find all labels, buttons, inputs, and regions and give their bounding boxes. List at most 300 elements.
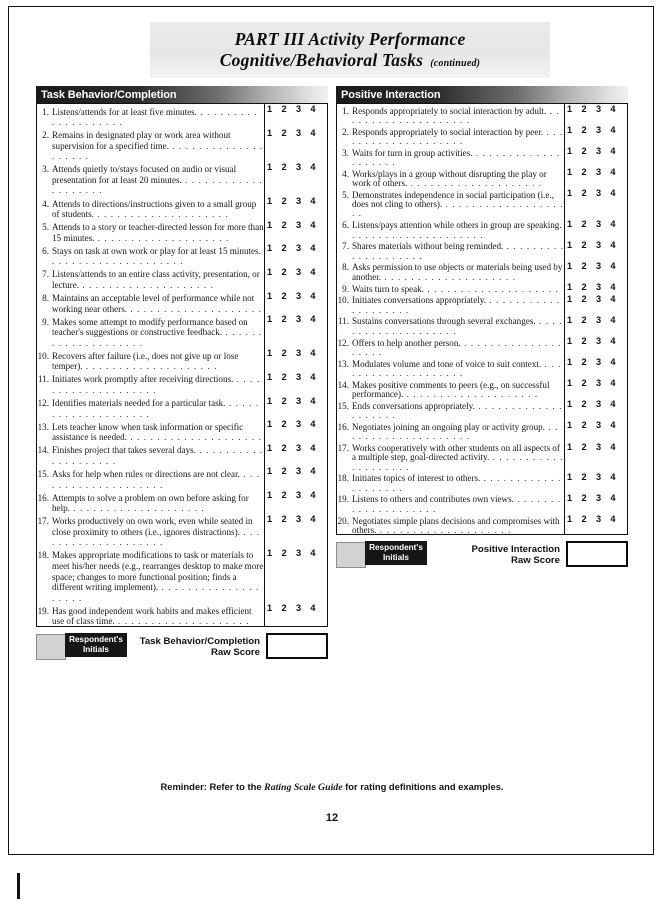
items-body [37, 104, 327, 627]
item-label: Attends to directions/instructions given to a small group of students. . . . . . . . . . . . . . . . . . . . . [52, 198, 257, 220]
rating-cell[interactable] [265, 603, 328, 627]
rating-cell[interactable] [565, 378, 628, 399]
rating-options[interactable]: 1 2 3 4 [267, 243, 319, 254]
item-number: 10. [337, 295, 349, 306]
leader-dots: . . . . . . . . . . . . . . . . . . . . [352, 337, 562, 357]
rating-options[interactable]: 1 2 3 4 [567, 399, 619, 410]
leader-dots: . . . . . . . . . . . . . . . . . . . . [352, 421, 559, 442]
table-row [37, 514, 327, 548]
rating-options[interactable]: 1 2 3 4 [267, 442, 319, 453]
item-label: Makes positive comments to peers (e.g., on successful performance). . . . . . . . . . . . . . . . . . . . . [352, 379, 550, 400]
item-text [337, 472, 564, 493]
raw-score-input[interactable] [566, 541, 628, 567]
item-text [37, 220, 264, 244]
leader-dots: . . . . . . . . . . . . . . . . . . . . [352, 147, 561, 167]
rating-options[interactable]: 1 2 3 4 [267, 395, 319, 406]
raw-score-title-line-1: Task Behavior/Completion [139, 635, 260, 647]
page-title-line-1: PART III Activity Performance [234, 28, 466, 49]
item-text-cell [337, 104, 565, 125]
rating-options[interactable]: 1 2 3 4 [267, 513, 319, 524]
leader-dots: . . . . . . . . . . . . . . . . . . . . [352, 241, 565, 261]
table-row [37, 220, 327, 244]
rating-options[interactable]: 1 2 3 4 [267, 314, 319, 325]
rating-options[interactable]: 1 2 3 4 [567, 336, 619, 347]
item-text-cell [337, 188, 565, 218]
rating-options[interactable]: 1 2 3 4 [267, 104, 319, 114]
rating-cell[interactable] [265, 220, 328, 244]
item-text-cell [37, 603, 265, 627]
raw-score-title [127, 632, 266, 662]
item-number: 6. [342, 220, 349, 231]
item-text [37, 196, 264, 220]
rating-options[interactable]: 1 2 3 4 [567, 441, 619, 452]
item-text [337, 315, 564, 336]
rating-cell[interactable] [265, 466, 328, 490]
rating-options[interactable]: 1 2 3 4 [267, 161, 319, 172]
item-text [37, 490, 264, 514]
item-number: 9. [42, 316, 49, 327]
reminder-note [0, 781, 664, 793]
item-text-cell [337, 472, 565, 493]
table-row [37, 314, 327, 348]
item-text-cell [37, 196, 265, 220]
item-text [37, 514, 264, 548]
rating-cell[interactable] [565, 261, 628, 282]
section-positive-interaction [336, 86, 628, 570]
item-text-cell [337, 493, 565, 514]
item-text-cell [37, 348, 265, 372]
leader-dots: . . . . . . . . . . . . . . . . . . . . [424, 283, 559, 294]
rating-cell[interactable] [565, 420, 628, 441]
item-label: Listens/attends to an entire class activity, presentation, or lecture. . . . . . . . . . . . . . . . . . . . . [52, 269, 260, 290]
rating-options[interactable]: 1 2 3 4 [567, 378, 619, 389]
item-number: 6. [42, 245, 49, 256]
rating-cell[interactable] [265, 243, 328, 267]
item-label: Waits for turn in group activities. . . . . . . . . . . . . . . . . . . . . [352, 147, 561, 167]
rating-options[interactable]: 1 2 3 4 [267, 196, 319, 206]
item-text [337, 378, 564, 399]
table-row [337, 357, 627, 378]
item-text-cell [37, 291, 265, 315]
item-number: 7. [42, 269, 49, 280]
table-row [37, 372, 327, 396]
rating-options[interactable]: 1 2 3 4 [567, 218, 619, 229]
rating-cell[interactable] [565, 219, 628, 240]
item-text-cell [37, 372, 265, 396]
item-label: Responds appropriately to social interaction by adult. . . . . . . . . . . . . . . . . . . . . [352, 105, 560, 125]
item-text [37, 291, 264, 315]
item-text-cell [337, 167, 565, 188]
rating-options[interactable]: 1 2 3 4 [567, 357, 619, 368]
rating-cell[interactable] [265, 314, 328, 348]
item-number: 8. [42, 293, 49, 303]
item-text [37, 267, 264, 291]
item-text-cell [37, 243, 265, 267]
item-number: 12. [337, 337, 349, 348]
rating-cell[interactable] [265, 490, 328, 514]
item-text-cell [337, 282, 565, 294]
item-label: Sustains conversations through several exchanges. . . . . . . . . . . . . . . . . . . . . [352, 316, 563, 336]
item-text [337, 493, 564, 514]
raw-score-title-line-2: Raw Score [510, 555, 560, 566]
item-text-cell [337, 125, 565, 146]
item-label: Attends quietly to/stays focused on audio or visual presentation for at least 20 minutes. . . . . . . . . . . . . . . . . . . . . [52, 164, 263, 196]
item-label: Listens/pays attention while others in group are speaking. . . . . . . . . . . . . . . . . . . . . [352, 220, 562, 240]
leader-dots: . . . . . . . . . . . . . . . . . . . . [52, 256, 184, 267]
item-label: Demonstrates independence in social participation (i.e., does not cling to others). . . . . . . . . . . . . . . . . . . . . [352, 189, 564, 219]
leader-dots: . . . . . . . . . . . . . . . . . . . . [52, 445, 264, 466]
leader-dots: . . . . . . . . . . . . . . . . . . . . [52, 398, 260, 419]
rating-options[interactable]: 1 2 3 4 [267, 603, 319, 614]
item-number: 15. [337, 400, 349, 411]
table-row [37, 490, 327, 514]
item-text-cell [337, 514, 565, 535]
item-text-cell [37, 128, 265, 162]
table-row [337, 336, 627, 357]
rating-options[interactable]: 1 2 3 4 [567, 471, 619, 482]
raw-score-bar [36, 632, 328, 662]
rating-options[interactable]: 1 2 3 4 [267, 490, 319, 501]
table-row [337, 125, 627, 146]
respondent-initials-label [365, 541, 427, 565]
item-label: Lets teacher know when task information or specific assistance is needed. . . . . . . . . . . . . . . . . . . . . [52, 421, 262, 443]
item-number: 18. [37, 550, 49, 561]
item-text-cell [37, 548, 265, 603]
item-text [37, 396, 264, 420]
rating-cell[interactable] [265, 104, 328, 128]
item-text [37, 348, 264, 372]
item-label: Works productively on own work, even while seated in close proximity to others (i.e., ignores distractions). . . . . . . . . . . . . . . . . . . . . [52, 516, 261, 548]
item-text [37, 443, 264, 467]
continued-note: (continued) [430, 58, 481, 69]
leader-dots: . . . . . . . . . . . . . . . . . . . . [52, 526, 261, 548]
item-text [337, 104, 564, 125]
section-header-bar [336, 86, 628, 103]
respondent-initials-label-line-1: Respondent's [69, 635, 123, 644]
item-text [37, 243, 264, 267]
rating-cell[interactable] [265, 267, 328, 291]
leader-dots: . . . . . . . . . . . . . . . . . . . . [52, 140, 264, 162]
leader-dots: . . . . . . . . . . . . . . . . . . . . [52, 374, 261, 395]
item-number: 12. [37, 398, 49, 409]
table-row [337, 167, 627, 188]
item-text-cell [337, 442, 565, 472]
table-row [37, 291, 327, 315]
item-text-cell [37, 396, 265, 420]
item-number: 14. [37, 445, 49, 456]
table-row [37, 348, 327, 372]
item-label: Waits turn to speak. . . . . . . . . . . . . . . . . . . . . [352, 283, 559, 294]
item-number: 16. [37, 492, 49, 503]
item-number: 18. [337, 473, 349, 484]
item-label: Offers to help another person. . . . . . . . . . . . . . . . . . . . . [352, 337, 562, 357]
table-row [37, 243, 327, 267]
item-label: Initiates work promptly after receiving directions. . . . . . . . . . . . . . . . . . . . . [52, 374, 261, 395]
rating-options[interactable]: 1 2 3 4 [267, 266, 319, 277]
leader-dots: . . . . . . . . . . . . . . . . . . . . [114, 616, 250, 627]
leader-dots: . . . . . . . . . . . . . . . . . . . . [52, 106, 258, 128]
rating-cell[interactable] [565, 399, 628, 420]
rating-options[interactable]: 1 2 3 4 [267, 371, 319, 382]
item-number: 17. [337, 443, 349, 453]
table-row [337, 442, 627, 472]
table-row [337, 261, 627, 282]
rating-cell[interactable] [565, 240, 628, 261]
respondent-initials-field[interactable] [336, 542, 366, 568]
rating-cell[interactable] [565, 493, 628, 514]
table-row [337, 240, 627, 261]
rating-options[interactable]: 1 2 3 4 [267, 466, 319, 477]
leader-dots: . . . . . . . . . . . . . . . . . . . . [352, 473, 562, 493]
raw-score-title-line-1: Positive Interaction [471, 543, 560, 555]
rating-cell[interactable] [565, 315, 628, 336]
items-body [337, 104, 627, 535]
rating-cell[interactable] [565, 472, 628, 493]
item-number: 1. [42, 106, 49, 117]
item-text [37, 162, 264, 196]
item-number: 13. [37, 421, 49, 432]
item-text [337, 357, 564, 378]
item-number: 9. [342, 283, 349, 294]
item-text [337, 442, 564, 472]
item-text-cell [337, 336, 565, 357]
item-text [337, 146, 564, 167]
rating-cell[interactable] [265, 548, 328, 603]
rating-cell[interactable] [265, 443, 328, 467]
page-title-line-2 [220, 50, 480, 71]
table-row [337, 282, 627, 294]
item-text-cell [337, 357, 565, 378]
reminder-suffix: for rating definitions and examples. [342, 781, 504, 792]
rating-cell[interactable] [265, 196, 328, 220]
leader-dots: . . . . . . . . . . . . . . . . . . . . [352, 400, 563, 421]
item-text-cell [337, 378, 565, 399]
item-number: 11. [37, 374, 49, 385]
item-text [337, 188, 564, 218]
rating-options[interactable]: 1 2 3 4 [567, 104, 619, 114]
item-text-cell [37, 514, 265, 548]
item-text [337, 261, 564, 282]
rating-cell[interactable] [565, 167, 628, 188]
rating-cell[interactable] [565, 104, 628, 125]
item-label: Identifies materials needed for a particular task. . . . . . . . . . . . . . . . . . . . . [52, 398, 260, 419]
rating-cell[interactable] [565, 514, 628, 535]
item-number: 7. [342, 241, 349, 252]
section-title: Task Behavior/Completion [41, 88, 177, 101]
rating-cell[interactable] [565, 357, 628, 378]
rating-cell[interactable] [265, 128, 328, 162]
rating-cell[interactable] [565, 146, 628, 167]
item-label: Remains in designated play or work area without supervision for a specified time. . . . . . . . . . . . . . . . . . . . . [52, 130, 264, 162]
rating-options[interactable]: 1 2 3 4 [267, 547, 319, 558]
table-row [337, 219, 627, 240]
leader-dots: . . . . . . . . . . . . . . . . . . . . [352, 316, 563, 336]
respondent-initials-label-line-1: Respondent's [369, 543, 423, 552]
item-number: 5. [342, 189, 349, 200]
item-text-cell [37, 104, 265, 128]
item-text [337, 240, 564, 261]
table-row [37, 267, 327, 291]
section-task-behavior-completion [36, 86, 328, 662]
rating-cell[interactable] [265, 162, 328, 196]
rating-cell[interactable] [265, 348, 328, 372]
raw-score-bar [336, 540, 628, 570]
leader-dots: . . . . . . . . . . . . . . . . . . . . [352, 199, 564, 219]
crop-mark [17, 873, 20, 899]
rating-options[interactable]: 1 2 3 4 [567, 260, 619, 271]
item-text [37, 128, 264, 162]
item-number: 19. [337, 494, 349, 505]
table-row [337, 188, 627, 218]
item-label: Works/plays in a group without disrupting the play or work of others. . . . . . . . . . . . . . . . . . . . . [352, 168, 547, 189]
respondent-initials-label-line-2: Initials [383, 553, 409, 562]
item-text-cell [337, 261, 565, 282]
rating-cell[interactable] [265, 514, 328, 548]
item-text-cell [337, 219, 565, 240]
item-number: 2. [342, 126, 349, 137]
table-row [337, 472, 627, 493]
item-text [337, 514, 564, 535]
rating-options[interactable]: 1 2 3 4 [567, 167, 619, 178]
rating-cell[interactable] [265, 291, 328, 315]
rating-cell[interactable] [565, 282, 628, 294]
item-text [337, 420, 564, 441]
page-number: 12 [325, 812, 339, 824]
leader-dots: . . . . . . . . . . . . . . . . . . . . [352, 229, 484, 240]
table-row [37, 466, 327, 490]
leader-dots: . . . . . . . . . . . . . . . . . . . . [352, 126, 564, 146]
item-text-cell [37, 162, 265, 196]
item-number: 10. [37, 350, 49, 361]
item-text-cell [37, 490, 265, 514]
item-label: Attends to a story or teacher-directed lesson for more than 15 minutes. . . . . . . . . . . . . . . . . . . . . [52, 222, 264, 243]
rating-cell[interactable] [265, 372, 328, 396]
rating-cell[interactable] [565, 125, 628, 146]
item-text [37, 314, 264, 348]
reminder-guide-title: Rating Scale Guide [264, 782, 343, 793]
rating-cell[interactable] [565, 442, 628, 472]
leader-dots: . . . . . . . . . . . . . . . . . . . . [52, 582, 260, 603]
leader-dots: . . . . . . . . . . . . . . . . . . . . [403, 389, 539, 400]
item-text [37, 104, 264, 128]
item-label: Ends conversations appropriately. . . . . . . . . . . . . . . . . . . . . [352, 400, 563, 421]
leader-dots: . . . . . . . . . . . . . . . . . . . . [82, 361, 218, 372]
items-table [37, 104, 327, 627]
leader-dots: . . . . . . . . . . . . . . . . . . . . [69, 503, 205, 514]
rating-options[interactable]: 1 2 3 4 [567, 293, 619, 304]
item-text [337, 399, 564, 420]
table-row [37, 104, 327, 128]
rating-cell[interactable] [565, 336, 628, 357]
leader-dots: . . . . . . . . . . . . . . . . . . . . [352, 494, 562, 514]
raw-score-title-line-2: Raw Score [210, 647, 260, 658]
leader-dots: . . . . . . . . . . . . . . . . . . . . [52, 174, 263, 196]
table-row [337, 146, 627, 167]
item-number: 19. [37, 605, 49, 616]
rating-options[interactable]: 1 2 3 4 [567, 420, 619, 431]
item-text [337, 167, 564, 188]
item-number: 15. [37, 468, 49, 479]
item-number: 14. [337, 379, 349, 390]
item-number: 2. [42, 130, 49, 141]
item-text [37, 372, 264, 396]
table-row [37, 128, 327, 162]
rating-options[interactable]: 1 2 3 4 [267, 348, 319, 359]
rating-options[interactable]: 1 2 3 4 [267, 290, 319, 301]
table-row [37, 162, 327, 196]
item-text-cell [337, 240, 565, 261]
item-label: Initiates topics of interest to others. . . . . . . . . . . . . . . . . . . . . [352, 473, 562, 493]
rating-options[interactable]: 1 2 3 4 [567, 188, 619, 199]
item-text-cell [337, 399, 565, 420]
rating-options[interactable]: 1 2 3 4 [267, 419, 319, 430]
items-container [336, 103, 628, 535]
table-row [337, 514, 627, 535]
item-text-cell [37, 466, 265, 490]
rating-cell[interactable] [565, 294, 628, 315]
rating-options[interactable]: 1 2 3 4 [567, 282, 619, 293]
item-text [37, 548, 264, 603]
reminder-prefix: Reminder: Refer to the [160, 781, 265, 792]
item-text [337, 336, 564, 357]
table-row [37, 443, 327, 467]
rating-cell[interactable] [265, 419, 328, 443]
rating-options[interactable]: 1 2 3 4 [567, 492, 619, 503]
table-row [337, 294, 627, 315]
item-number: 3. [42, 164, 49, 175]
item-number: 4. [42, 198, 49, 209]
respondent-initials-field[interactable] [36, 634, 66, 660]
raw-score-input[interactable] [266, 633, 328, 659]
rating-cell[interactable] [565, 188, 628, 218]
table-row [337, 315, 627, 336]
item-number: 8. [342, 262, 349, 273]
item-text-cell [37, 419, 265, 443]
table-row [337, 493, 627, 514]
rating-options[interactable]: 1 2 3 4 [567, 514, 619, 525]
item-label: Listens/attends for at least five minutes. . . . . . . . . . . . . . . . . . . . . [52, 106, 258, 128]
leader-dots: . . . . . . . . . . . . . . . . . . . . [352, 295, 561, 315]
rating-options[interactable]: 1 2 3 4 [567, 125, 619, 136]
item-text [337, 219, 564, 240]
item-number: 13. [337, 358, 349, 369]
rating-cell[interactable] [265, 396, 328, 420]
item-label: Shares materials without being reminded. . . . . . . . . . . . . . . . . . . . . [352, 241, 565, 261]
item-number: 17. [37, 516, 49, 527]
item-number: 5. [42, 222, 49, 233]
section-title: Positive Interaction [341, 88, 441, 101]
rating-options[interactable]: 1 2 3 4 [567, 239, 619, 250]
item-label: Has good independent work habits and makes efficient use of class time. . . . . . . . . . . . . . . . . . . . . [52, 605, 252, 627]
rating-options[interactable]: 1 2 3 4 [567, 146, 619, 157]
table-row [337, 378, 627, 399]
item-label: Works cooperatively with other students on all aspects of a multiple step, goal-directed activity. . . . . . . . . . . . . . . . . . . . . [352, 443, 564, 472]
leader-dots: . . . . . . . . . . . . . . . . . . . . [352, 452, 564, 472]
leader-dots: . . . . . . . . . . . . . . . . . . . . [407, 178, 543, 189]
leader-dots: . . . . . . . . . . . . . . . . . . . . [52, 327, 263, 348]
rating-options[interactable]: 1 2 3 4 [267, 127, 319, 138]
item-number: 11. [337, 316, 349, 327]
item-label: Attempts to solve a problem on own before asking for help. . . . . . . . . . . . . . . . . . . . . [52, 492, 249, 514]
item-text [337, 125, 564, 146]
item-text-cell [37, 314, 265, 348]
rating-options[interactable]: 1 2 3 4 [567, 314, 619, 325]
item-label: Listens to others and contributes own views. . . . . . . . . . . . . . . . . . . . . [352, 494, 562, 514]
item-number: 20. [337, 515, 349, 526]
respondent-initials-label-line-2: Initials [83, 645, 109, 654]
item-text [37, 466, 264, 490]
rating-options[interactable]: 1 2 3 4 [267, 219, 319, 230]
